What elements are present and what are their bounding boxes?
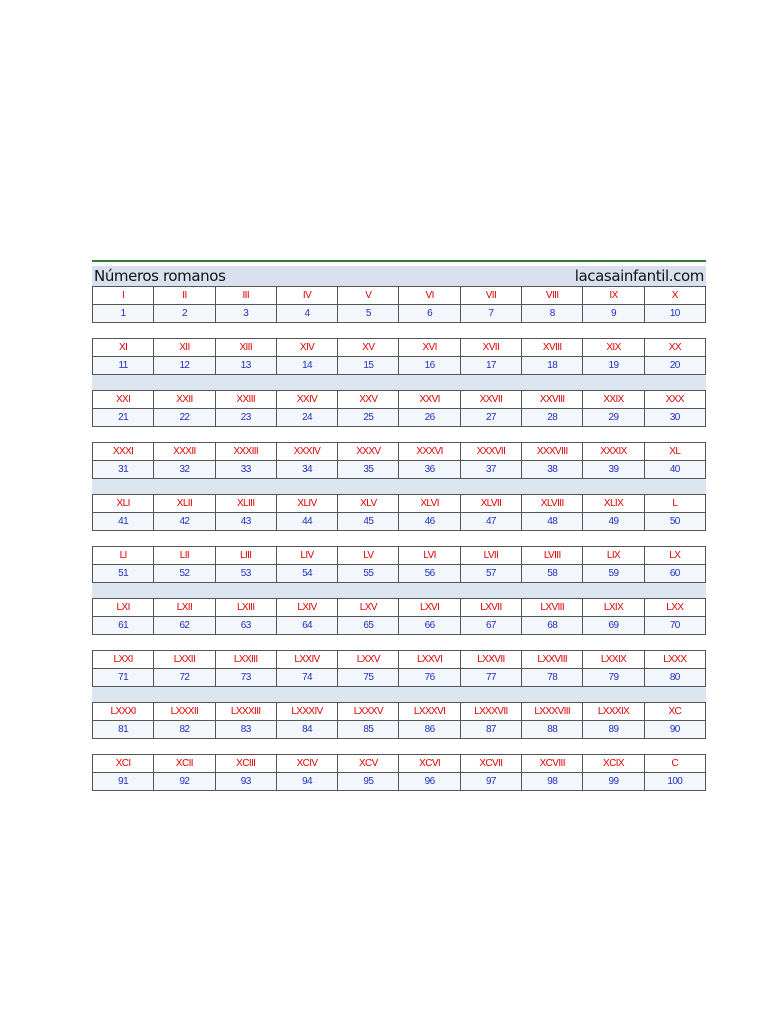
arabic-cell: 83 <box>216 721 277 738</box>
arabic-cell: 91 <box>93 773 154 790</box>
roman-row <box>92 338 706 356</box>
arabic-cell: 69 <box>583 617 644 634</box>
roman-cell: XCVIII <box>522 755 583 772</box>
roman-cell: XCII <box>154 755 215 772</box>
roman-cell: LXII <box>154 599 215 616</box>
roman-cell: XXXVII <box>461 443 522 460</box>
arabic-cell: 99 <box>583 773 644 790</box>
arabic-cell: 43 <box>216 513 277 530</box>
arabic-row <box>92 564 706 583</box>
arabic-cell: 1 <box>93 305 154 322</box>
arabic-row <box>92 668 706 687</box>
arabic-cell: 89 <box>583 721 644 738</box>
roman-row <box>92 650 706 668</box>
arabic-cell: 10 <box>645 305 706 322</box>
roman-cell: XXV <box>338 391 399 408</box>
roman-cell: XLIV <box>277 495 338 512</box>
arabic-cell: 54 <box>277 565 338 582</box>
roman-cell: LVIII <box>522 547 583 564</box>
roman-cell: XCVI <box>399 755 460 772</box>
arabic-row <box>92 772 706 791</box>
roman-cell: III <box>216 287 277 304</box>
roman-cell: XLVI <box>399 495 460 512</box>
arabic-cell: 67 <box>461 617 522 634</box>
roman-cell: LXXI <box>93 651 154 668</box>
arabic-cell: 65 <box>338 617 399 634</box>
roman-cell: LXXXVII <box>461 703 522 720</box>
arabic-row <box>92 460 706 479</box>
roman-cell: LXXIX <box>583 651 644 668</box>
roman-cell: XII <box>154 339 215 356</box>
arabic-cell: 86 <box>399 721 460 738</box>
arabic-cell: 84 <box>277 721 338 738</box>
roman-cell: XXXVIII <box>522 443 583 460</box>
roman-cell: LIX <box>583 547 644 564</box>
arabic-cell: 35 <box>338 461 399 478</box>
arabic-cell: 50 <box>645 513 706 530</box>
roman-cell: XVIII <box>522 339 583 356</box>
roman-cell: XC <box>645 703 706 720</box>
roman-cell: II <box>154 287 215 304</box>
roman-cell: LXXXI <box>93 703 154 720</box>
arabic-cell: 97 <box>461 773 522 790</box>
roman-cell: LXX <box>645 599 706 616</box>
arabic-cell: 72 <box>154 669 215 686</box>
arabic-cell: 27 <box>461 409 522 426</box>
arabic-cell: 37 <box>461 461 522 478</box>
roman-row <box>92 390 706 408</box>
arabic-row <box>92 512 706 531</box>
roman-cell: XCIX <box>583 755 644 772</box>
roman-cell: XLV <box>338 495 399 512</box>
arabic-cell: 4 <box>277 305 338 322</box>
roman-cell: XIV <box>277 339 338 356</box>
roman-cell: C <box>645 755 706 772</box>
roman-cell: XVII <box>461 339 522 356</box>
block-spacer <box>92 531 706 546</box>
arabic-cell: 57 <box>461 565 522 582</box>
arabic-row <box>92 408 706 427</box>
roman-row <box>92 442 706 460</box>
arabic-cell: 2 <box>154 305 215 322</box>
roman-cell: XXXIV <box>277 443 338 460</box>
roman-cell: LXXX <box>645 651 706 668</box>
arabic-cell: 44 <box>277 513 338 530</box>
block-spacer <box>92 323 706 338</box>
roman-cell: LXXXIX <box>583 703 644 720</box>
roman-cell: LXV <box>338 599 399 616</box>
arabic-cell: 5 <box>338 305 399 322</box>
roman-cell: XXXIII <box>216 443 277 460</box>
roman-cell: LXXIII <box>216 651 277 668</box>
roman-cell: LXXVII <box>461 651 522 668</box>
roman-row <box>92 494 706 512</box>
block-spacer <box>92 375 706 390</box>
roman-cell: XXVIII <box>522 391 583 408</box>
roman-cell: LXXXIV <box>277 703 338 720</box>
arabic-cell: 3 <box>216 305 277 322</box>
roman-cell: XXIV <box>277 391 338 408</box>
arabic-cell: 18 <box>522 357 583 374</box>
arabic-cell: 34 <box>277 461 338 478</box>
arabic-cell: 52 <box>154 565 215 582</box>
arabic-cell: 49 <box>583 513 644 530</box>
arabic-cell: 63 <box>216 617 277 634</box>
roman-cell: LIII <box>216 547 277 564</box>
arabic-cell: 53 <box>216 565 277 582</box>
arabic-cell: 77 <box>461 669 522 686</box>
roman-cell: XXVI <box>399 391 460 408</box>
roman-cell: LXVI <box>399 599 460 616</box>
number-block <box>92 702 706 739</box>
roman-cell: VIII <box>522 287 583 304</box>
arabic-cell: 96 <box>399 773 460 790</box>
arabic-cell: 100 <box>645 773 706 790</box>
roman-cell: XXXII <box>154 443 215 460</box>
roman-cell: LXIII <box>216 599 277 616</box>
arabic-cell: 81 <box>93 721 154 738</box>
roman-numerals-table <box>92 260 706 791</box>
roman-cell: L <box>645 495 706 512</box>
roman-cell: LXXXIII <box>216 703 277 720</box>
roman-cell: XXX <box>645 391 706 408</box>
arabic-cell: 32 <box>154 461 215 478</box>
arabic-cell: 21 <box>93 409 154 426</box>
roman-cell: XXXV <box>338 443 399 460</box>
roman-cell: LII <box>154 547 215 564</box>
roman-cell: XXI <box>93 391 154 408</box>
arabic-cell: 6 <box>399 305 460 322</box>
roman-row <box>92 598 706 616</box>
roman-cell: XXXI <box>93 443 154 460</box>
arabic-cell: 58 <box>522 565 583 582</box>
roman-cell: XXXIX <box>583 443 644 460</box>
roman-cell: XCIII <box>216 755 277 772</box>
roman-cell: LXVIII <box>522 599 583 616</box>
roman-cell: IX <box>583 287 644 304</box>
arabic-cell: 47 <box>461 513 522 530</box>
roman-cell: XLI <box>93 495 154 512</box>
number-block <box>92 494 706 531</box>
arabic-cell: 75 <box>338 669 399 686</box>
roman-cell: LXXXV <box>338 703 399 720</box>
roman-row <box>92 546 706 564</box>
roman-cell: XCIV <box>277 755 338 772</box>
roman-cell: XLVII <box>461 495 522 512</box>
arabic-cell: 11 <box>93 357 154 374</box>
roman-cell: XXXVI <box>399 443 460 460</box>
roman-cell: XX <box>645 339 706 356</box>
roman-cell: XLIX <box>583 495 644 512</box>
arabic-row <box>92 304 706 323</box>
arabic-cell: 94 <box>277 773 338 790</box>
arabic-cell: 38 <box>522 461 583 478</box>
arabic-cell: 48 <box>522 513 583 530</box>
arabic-cell: 28 <box>522 409 583 426</box>
arabic-cell: 56 <box>399 565 460 582</box>
roman-cell: LXXV <box>338 651 399 668</box>
arabic-cell: 23 <box>216 409 277 426</box>
arabic-cell: 87 <box>461 721 522 738</box>
top-rule <box>92 260 706 262</box>
arabic-cell: 85 <box>338 721 399 738</box>
arabic-cell: 12 <box>154 357 215 374</box>
roman-cell: LIV <box>277 547 338 564</box>
roman-cell: XIX <box>583 339 644 356</box>
arabic-cell: 80 <box>645 669 706 686</box>
arabic-cell: 82 <box>154 721 215 738</box>
roman-cell: XCI <box>93 755 154 772</box>
arabic-cell: 55 <box>338 565 399 582</box>
arabic-cell: 16 <box>399 357 460 374</box>
arabic-cell: 93 <box>216 773 277 790</box>
block-spacer <box>92 479 706 494</box>
roman-cell: VI <box>399 287 460 304</box>
roman-cell: XCVII <box>461 755 522 772</box>
arabic-cell: 20 <box>645 357 706 374</box>
arabic-cell: 19 <box>583 357 644 374</box>
arabic-cell: 62 <box>154 617 215 634</box>
roman-cell: LV <box>338 547 399 564</box>
roman-cell: XXVII <box>461 391 522 408</box>
roman-cell: VII <box>461 287 522 304</box>
roman-cell: LXIV <box>277 599 338 616</box>
arabic-cell: 79 <box>583 669 644 686</box>
arabic-row <box>92 720 706 739</box>
arabic-cell: 70 <box>645 617 706 634</box>
roman-cell: XXII <box>154 391 215 408</box>
roman-cell: LXI <box>93 599 154 616</box>
arabic-cell: 36 <box>399 461 460 478</box>
arabic-cell: 66 <box>399 617 460 634</box>
arabic-cell: 51 <box>93 565 154 582</box>
block-spacer <box>92 739 706 754</box>
number-block <box>92 287 706 323</box>
roman-cell: LXXVI <box>399 651 460 668</box>
arabic-cell: 73 <box>216 669 277 686</box>
roman-cell: LI <box>93 547 154 564</box>
arabic-cell: 42 <box>154 513 215 530</box>
arabic-cell: 22 <box>154 409 215 426</box>
number-block <box>92 442 706 479</box>
arabic-cell: 41 <box>93 513 154 530</box>
roman-cell: XLII <box>154 495 215 512</box>
roman-cell: XIII <box>216 339 277 356</box>
arabic-cell: 17 <box>461 357 522 374</box>
table-title: Números romanos <box>94 267 226 285</box>
block-spacer <box>92 583 706 598</box>
arabic-cell: 60 <box>645 565 706 582</box>
roman-cell: LXXXII <box>154 703 215 720</box>
arabic-cell: 31 <box>93 461 154 478</box>
roman-cell: LXXII <box>154 651 215 668</box>
arabic-cell: 25 <box>338 409 399 426</box>
arabic-cell: 61 <box>93 617 154 634</box>
roman-cell: LXXXVIII <box>522 703 583 720</box>
title-bar <box>92 266 706 287</box>
roman-cell: LXVII <box>461 599 522 616</box>
number-block <box>92 598 706 635</box>
roman-cell: LXIX <box>583 599 644 616</box>
arabic-cell: 33 <box>216 461 277 478</box>
roman-cell: LXXXVI <box>399 703 460 720</box>
arabic-cell: 95 <box>338 773 399 790</box>
arabic-cell: 24 <box>277 409 338 426</box>
arabic-cell: 74 <box>277 669 338 686</box>
roman-cell: XVI <box>399 339 460 356</box>
roman-cell: LX <box>645 547 706 564</box>
roman-cell: XXIII <box>216 391 277 408</box>
roman-cell: XLIII <box>216 495 277 512</box>
number-block <box>92 650 706 687</box>
roman-row <box>92 287 706 304</box>
arabic-cell: 46 <box>399 513 460 530</box>
roman-cell: X <box>645 287 706 304</box>
arabic-cell: 88 <box>522 721 583 738</box>
roman-cell: LXXVIII <box>522 651 583 668</box>
arabic-cell: 14 <box>277 357 338 374</box>
roman-cell: I <box>93 287 154 304</box>
roman-cell: LVI <box>399 547 460 564</box>
arabic-cell: 64 <box>277 617 338 634</box>
site-name: lacasainfantil.com <box>574 267 704 285</box>
number-block <box>92 338 706 375</box>
arabic-cell: 76 <box>399 669 460 686</box>
arabic-cell: 98 <box>522 773 583 790</box>
number-block <box>92 754 706 791</box>
roman-cell: LXXIV <box>277 651 338 668</box>
arabic-cell: 71 <box>93 669 154 686</box>
arabic-cell: 29 <box>583 409 644 426</box>
arabic-row <box>92 356 706 375</box>
roman-cell: XV <box>338 339 399 356</box>
arabic-cell: 68 <box>522 617 583 634</box>
arabic-cell: 45 <box>338 513 399 530</box>
roman-cell: IV <box>277 287 338 304</box>
arabic-cell: 7 <box>461 305 522 322</box>
number-blocks <box>92 287 706 791</box>
roman-cell: V <box>338 287 399 304</box>
roman-cell: LVII <box>461 547 522 564</box>
arabic-cell: 59 <box>583 565 644 582</box>
roman-row <box>92 754 706 772</box>
arabic-cell: 13 <box>216 357 277 374</box>
arabic-cell: 78 <box>522 669 583 686</box>
roman-cell: XXIX <box>583 391 644 408</box>
arabic-cell: 15 <box>338 357 399 374</box>
number-block <box>92 546 706 583</box>
roman-cell: XL <box>645 443 706 460</box>
block-spacer <box>92 635 706 650</box>
arabic-cell: 90 <box>645 721 706 738</box>
arabic-cell: 26 <box>399 409 460 426</box>
arabic-row <box>92 616 706 635</box>
roman-cell: XI <box>93 339 154 356</box>
arabic-cell: 39 <box>583 461 644 478</box>
number-block <box>92 390 706 427</box>
roman-row <box>92 702 706 720</box>
arabic-cell: 40 <box>645 461 706 478</box>
block-spacer <box>92 427 706 442</box>
roman-cell: XCV <box>338 755 399 772</box>
arabic-cell: 8 <box>522 305 583 322</box>
block-spacer <box>92 687 706 702</box>
arabic-cell: 92 <box>154 773 215 790</box>
arabic-cell: 9 <box>583 305 644 322</box>
arabic-cell: 30 <box>645 409 706 426</box>
roman-cell: XLVIII <box>522 495 583 512</box>
